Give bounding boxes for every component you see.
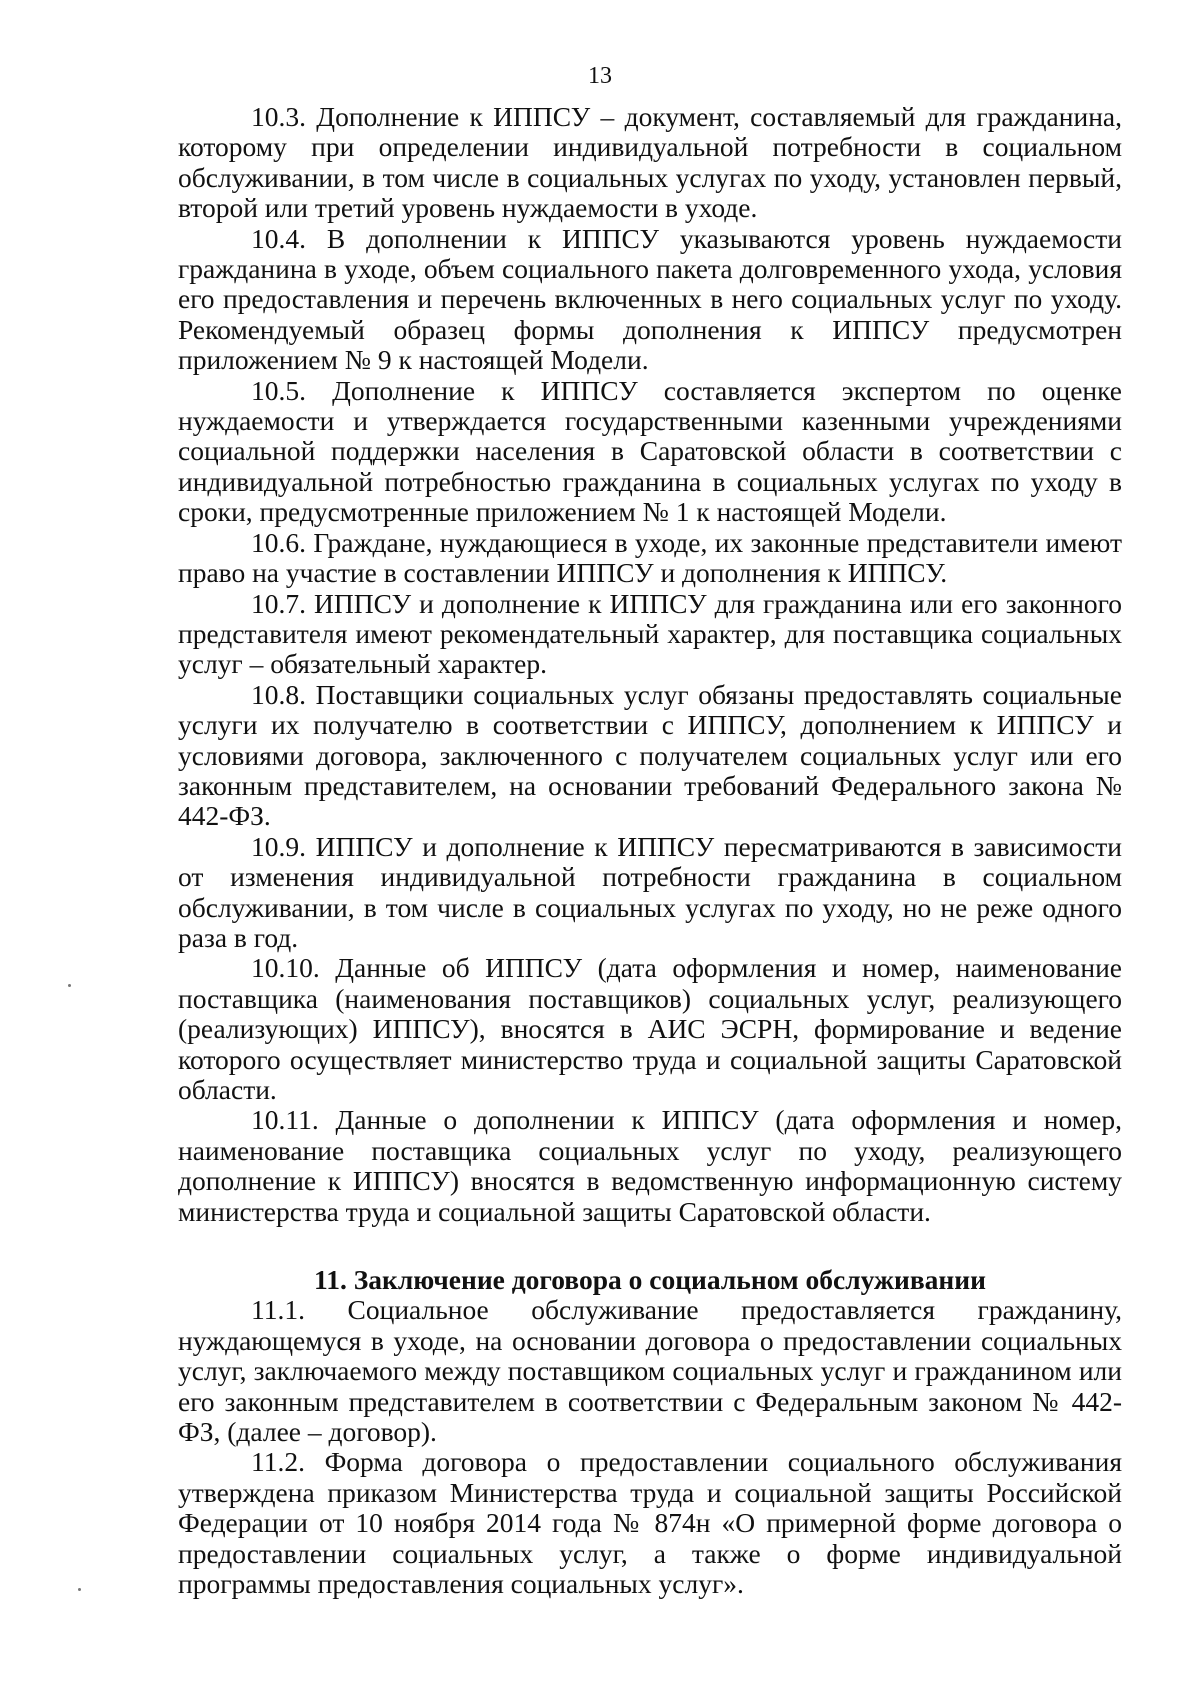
paragraph-10-5: 10.5. Дополнение к ИППСУ составляется экспертом по оценке нуждаемости и утверждается государственными казенными учреждениями социальной поддержки населения в Саратовской области в соответствии с индивидуальной потребностью гражданина в социальных услугах по уходу в сроки, предусмотренные приложением № 1 к настоящей Модели. xyxy=(178,374,1122,528)
scan-speck xyxy=(68,984,71,987)
document-body xyxy=(178,102,1122,1600)
paragraph-10-10: 10.10. Данные об ИППСУ (дата оформления и номер, наименование поставщика (наименования поставщиков) социальных услуг, реализующего (реализующих) ИППСУ), вносятся в АИС ЭСРН, формирование и ведение которого осуществляет министерство труда и социальной защиты Саратовской области. xyxy=(178,952,1122,1105)
paragraph-10-4: 10.4. В дополнении к ИППСУ указываются уровень нуждаемости гражданина в уходе, объем социального пакета долговременного ухода, условия его предоставления и перечень включенных в него социальных услуг по уходу. Рекомендуемый образец формы дополнения к ИППСУ предусмотрен приложением № 9 к настоящей Модели. xyxy=(178,222,1122,376)
paragraph-11-1: 11.1. Социальное обслуживание предоставляется гражданину, нуждающемуся в уходе, на основании договора о предоставлении социальных услуг, заключаемого между поставщиком социальных услуг и гражданином или его законным представителем в соответствии с Федеральным законом № 442-ФЗ, (далее – договор). xyxy=(178,1294,1122,1448)
paragraph-10-8: 10.8. Поставщики социальных услуг обязаны предоставлять социальные услуги их получателю в соответствии с ИППСУ, дополнением к ИППСУ и условиями договора, заключенного с получателем социальных услуг или его законным представителем, на основании требований Федерального закона № 442-ФЗ. xyxy=(178,678,1122,832)
scan-speck xyxy=(78,1588,81,1591)
section-heading-11: 11. Заключение договора о социальном обслуживании xyxy=(314,1264,986,1296)
paragraph-10-11: 10.11. Данные о дополнении к ИППСУ (дата оформления и номер, наименование поставщика социальных услуг по уходу, реализующего дополнение к ИППСУ) вносятся в ведомственную информационную систему министерства труда и социальной защиты Саратовской области. xyxy=(178,1104,1122,1227)
paragraph-10-9: 10.9. ИППСУ и дополнение к ИППСУ пересматриваются в зависимости от изменения индивидуальной потребности гражданина в социальном обслуживании, в том числе в социальных услугах по уходу, но не реже одного раза в год. xyxy=(178,830,1122,953)
page-number: 13 xyxy=(588,63,612,89)
paragraph-10-6: 10.6. Граждане, нуждающиеся в уходе, их законные представители имеют право на участие в составлении ИППСУ и дополнения к ИППСУ. xyxy=(178,526,1122,589)
paragraph-10-3: 10.3. Дополнение к ИППСУ – документ, составляемый для гражданина, которому при определении индивидуальной потребности в социальном обслуживании, в том числе в социальных услугах по уходу, установлен первый, второй или третий уровень нуждаемости в уходе. xyxy=(178,101,1122,224)
paragraph-11-2: 11.2. Форма договора о предоставлении социального обслуживания утверждена приказом Министерства труда и социальной защиты Российской Федерации от 10 ноября 2014 года № 874н «О примерной форме договора о предоставлении социальных услуг, а также о форме индивидуальной программы предоставления социальных услуг». xyxy=(178,1446,1122,1600)
paragraph-10-7: 10.7. ИППСУ и дополнение к ИППСУ для гражданина или его законного представителя имеют рекомендательный характер, для поставщика социальных услуг – обязательный характер. xyxy=(178,587,1122,680)
